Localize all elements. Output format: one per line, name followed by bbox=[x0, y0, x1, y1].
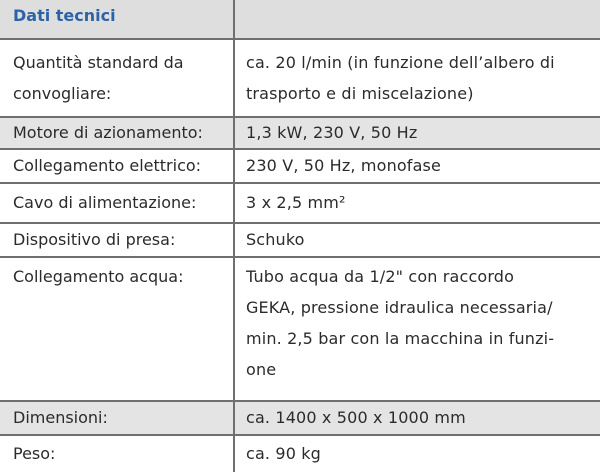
table-row bbox=[0, 118, 600, 148]
row-value: ca. 90 kg bbox=[246, 444, 321, 463]
row-label: Peso: bbox=[13, 444, 56, 463]
row-value: 3 x 2,5 mm² bbox=[246, 193, 346, 212]
table-row bbox=[0, 224, 600, 256]
row-value: Schuko bbox=[246, 230, 305, 249]
row-label: Dimensioni: bbox=[13, 408, 108, 427]
row-value: ca. 20 l/min (in funzione dell’albero di trasporto e di miscelazione) bbox=[246, 53, 555, 103]
row-value: 1,3 kW, 230 V, 50 Hz bbox=[246, 123, 418, 142]
column-divider bbox=[233, 0, 235, 472]
row-label: Dispositivo di presa: bbox=[13, 230, 176, 249]
row-label: Collegamento elettrico: bbox=[13, 156, 202, 175]
row-value: ca. 1400 x 500 x 1000 mm bbox=[246, 408, 466, 427]
table-row bbox=[0, 184, 600, 222]
table-title: Dati tecnici bbox=[13, 6, 116, 25]
row-label: Quantità standard da convogliare: bbox=[13, 53, 184, 103]
table-row bbox=[0, 150, 600, 182]
table-row bbox=[0, 436, 600, 472]
table-row bbox=[0, 402, 600, 434]
row-label: Collegamento acqua: bbox=[13, 267, 184, 286]
table-header-row bbox=[0, 0, 600, 38]
table-row bbox=[0, 258, 600, 400]
table-row bbox=[0, 40, 600, 116]
row-label: Cavo di alimentazione: bbox=[13, 193, 197, 212]
row-label: Motore di azionamento: bbox=[13, 123, 203, 142]
row-value: Tubo acqua da 1/2" con raccordo GEKA, pressione idraulica necessaria/ min. 2,5 bar con la macchina in funzi- one bbox=[246, 267, 555, 379]
row-value: 230 V, 50 Hz, monofase bbox=[246, 156, 442, 175]
